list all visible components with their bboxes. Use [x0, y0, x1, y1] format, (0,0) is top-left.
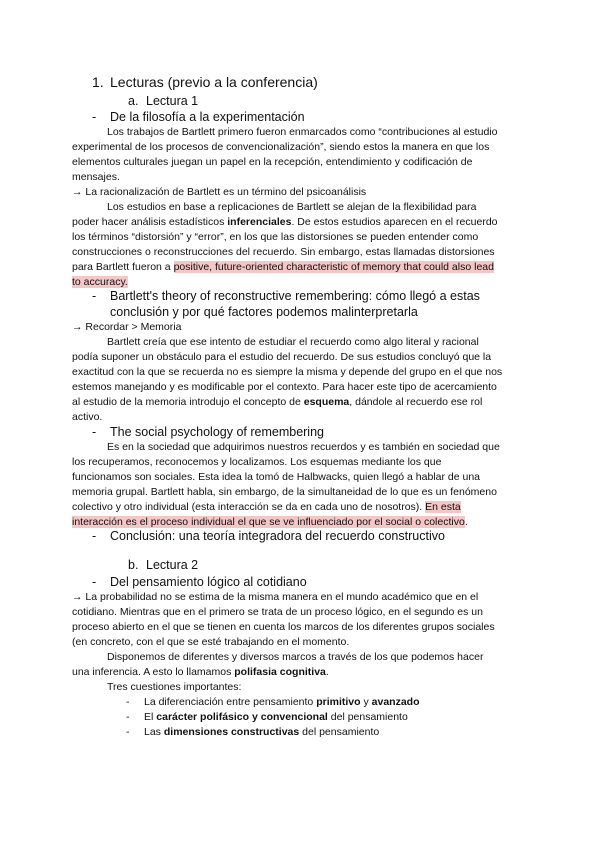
text-run: . De estos estudios aparecen en el recuerdo: [291, 216, 498, 228]
section-title: The social psychology of remembering: [110, 425, 324, 439]
paragraph-line: exactitud con la que se recuerda no es siempre la misma y depende del grupo en el que nos: [72, 366, 503, 378]
bullet-item: [144, 725, 379, 740]
paragraph-line: Los estudios en base a replicaciones de Bartlett se alejan de la flexibilidad para: [107, 201, 477, 213]
paragraph-line: elementos culturales juegan un papel en la recepción, entendimiento y codificación de: [72, 156, 473, 168]
bullet-dash: -: [126, 696, 130, 708]
text-run: para Bartlett fueron a: [72, 261, 174, 273]
text-run: El: [144, 711, 157, 723]
lectura2-marker: b.: [128, 558, 139, 572]
dash-marker: -: [92, 425, 97, 439]
section-title: Bartlett's theory of reconstructive remembering: cómo llegó a estas: [110, 289, 480, 303]
section-title: De la filosofía a la experimentación: [110, 110, 305, 124]
bold-term: inferenciales: [227, 216, 292, 228]
text-run: del pensamiento: [327, 711, 408, 723]
paragraph-line: experimental de los procesos de convencionalización”, siendo estos la manera en que los: [72, 141, 490, 153]
bullet-dash: -: [126, 726, 130, 738]
paragraph-line: activo.: [72, 411, 103, 423]
dash-marker: -: [92, 110, 97, 124]
paragraph-line: [72, 215, 498, 230]
paragraph-line: Disponemos de diferentes y diversos marcos a través de los que podemos hacer: [107, 651, 484, 663]
dash-marker: -: [92, 529, 97, 543]
text-run: colectivo y otro individual (esta interacción se da en cada uno de nosotros).: [72, 501, 426, 513]
paragraph-line: (en concreto, con el que se esté trabajando en el momento.: [72, 636, 350, 648]
text-run: La diferenciación entre pensamiento: [144, 696, 317, 708]
bold-term: avanzado: [371, 696, 420, 708]
text-run: poder hacer análisis estadísticos: [72, 216, 228, 228]
arrow-note: → La racionalización de Bartlett es un término del psicoanálisis: [72, 186, 367, 198]
dash-marker: -: [92, 575, 97, 589]
bold-term: primitivo: [316, 696, 361, 708]
bullet-dash: -: [126, 711, 130, 723]
text-run: .: [325, 666, 329, 678]
paragraph-line: [72, 665, 329, 680]
highlighted-text: En esta: [425, 501, 461, 513]
paragraph-line: memoria grupal. Bartlett habla, sin embargo, de la simultaneidad de lo que es un fenómeno: [72, 486, 497, 498]
paragraph-line: cotidiano. Mientras que en el primero se trata de un proceso lógico, en el segundo es un: [72, 606, 483, 618]
bold-term: polifasia cognitiva: [234, 666, 326, 678]
paragraph-line: mensajes.: [72, 171, 120, 183]
bold-term: dimensiones constructivas: [163, 726, 300, 738]
paragraph-line: Bartlett creía que ese intento de estudiar el recuerdo como algo literal y racional: [107, 336, 479, 348]
text-run: Las: [144, 726, 164, 738]
paragraph-line: proceso abierto en el que se tienen en cuenta los marcos de los diferentes grupos sociales: [72, 621, 495, 633]
paragraph-line: los recuperamos, reconocemos y localizamos. Los esquemas mediante los que: [72, 456, 442, 468]
bold-term: carácter polifásico y convencional: [156, 711, 328, 723]
text-run: del pensamiento: [299, 726, 380, 738]
paragraph-line: Es en la sociedad que adquirimos nuestros recuerdos y es también en sociedad que: [107, 441, 500, 453]
paragraph-line: Los trabajos de Bartlett primero fueron enmarcados como “contribuciones al estudio: [107, 126, 498, 138]
paragraph-line: Tres cuestiones importantes:: [107, 681, 242, 693]
text-run: al estudio de la memoria introdujo el concepto de: [72, 396, 304, 408]
page-title: Lecturas (previo a la conferencia): [110, 74, 318, 90]
lectura2-title: Lectura 2: [146, 558, 199, 572]
section-title: Conclusión: una teoría integradora del recuerdo constructivo: [110, 529, 445, 543]
heading-number: 1.: [92, 74, 104, 90]
dash-marker: -: [92, 289, 97, 303]
paragraph-line: funcionamos son sociales. Esta idea la tomó de Halbwacks, quien llegó a hablar de una: [72, 471, 480, 483]
paragraph-line: los términos “distorsión” y “error”, en los que las distorsiones se pueden entender como: [72, 231, 479, 243]
lectura1-title: Lectura 1: [146, 94, 199, 108]
lectura1-marker: a.: [128, 94, 139, 108]
paragraph-line: [72, 260, 494, 275]
text-run: .: [464, 516, 468, 528]
bullet-item: [144, 710, 408, 725]
bullet-item: [144, 695, 420, 710]
text-run: una inferencia. A esto lo llamamos: [72, 666, 235, 678]
highlighted-text: to accuracy.: [72, 276, 128, 288]
section-title: conclusión y por qué factores podemos malinterpretarla: [110, 305, 418, 319]
paragraph-line: podía suponer un obstáculo para el estudio del recuerdo. De sus estudios concluyó que la: [72, 351, 492, 363]
bold-term: esquema: [303, 396, 350, 408]
paragraph-line: estemos manejando y es modificable por el contexto. Para hacer este tipo de acercamiento: [72, 381, 497, 393]
text-run: y: [360, 696, 372, 708]
paragraph-line: construcciones o reconstrucciones del recuerdo. Sin embargo, estas llamadas distorsiones: [72, 246, 495, 258]
text-run: , dándole al recuerdo ese rol: [349, 396, 483, 408]
highlighted-text: positive, future-oriented characteristic of memory that could also lead: [173, 261, 494, 273]
paragraph-line: [72, 500, 461, 515]
arrow-note: → La probabilidad no se estima de la misma manera en el mundo académico que en el: [72, 591, 479, 603]
arrow-note: → Recordar > Memoria: [72, 321, 182, 333]
section-title: Del pensamiento lógico al cotidiano: [110, 575, 307, 589]
highlighted-text: interacción es el proceso individual el que se ve influenciado por el social o colectivo: [72, 516, 465, 528]
paragraph-line: [72, 395, 482, 410]
